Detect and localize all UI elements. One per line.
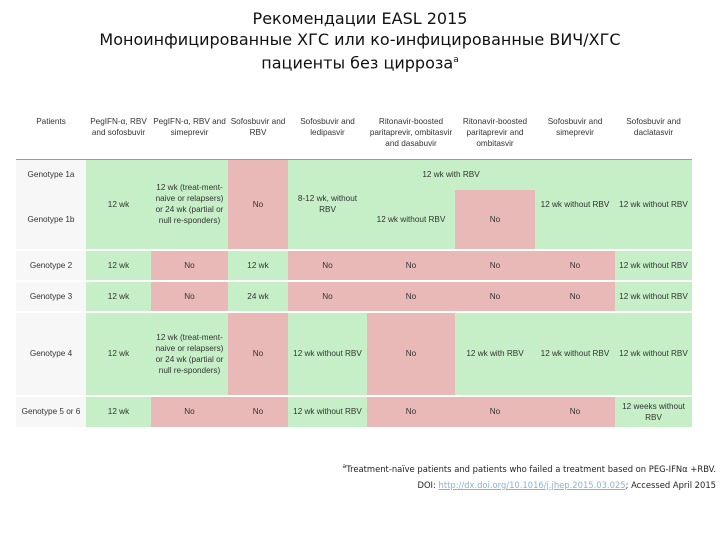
cell-g3-pegifn-simeprevir: No <box>151 281 228 312</box>
cell-g1b-ritonavir-3d: 12 wk without RBV <box>367 190 455 250</box>
cell-g2-sofosbuvir-ledipasvir: No <box>288 250 367 281</box>
cell-g1-sofosbuvir-daclatasvir: 12 wk without RBV <box>615 160 692 250</box>
row-label-genotype-5-6: Genotype 5 or 6 <box>16 396 86 427</box>
cell-g56-pegifn-simeprevir: No <box>151 396 228 427</box>
cell-g3-sofosbuvir-daclatasvir: 12 wk without RBV <box>615 281 692 312</box>
header-sofosbuvir-rbv: Sofosbuvir and RBV <box>228 115 288 160</box>
cell-g2-sofosbuvir-rbv: 12 wk <box>228 250 288 281</box>
cell-g4-ritonavir-2d: 12 wk with RBV <box>455 312 535 396</box>
cell-g3-sofosbuvir-rbv: 24 wk <box>228 281 288 312</box>
cell-g4-ritonavir-3d: No <box>367 312 455 396</box>
header-sofosbuvir-simeprevir: Sofosbuvir and simeprevir <box>535 115 615 160</box>
cell-g3-sofosbuvir-simeprevir: No <box>535 281 615 312</box>
cell-g1-sofosbuvir-rbv: No <box>228 160 288 250</box>
cell-g56-ritonavir-2d: No <box>455 396 535 427</box>
row-label-genotype-2: Genotype 2 <box>16 250 86 281</box>
cell-g2-ritonavir-3d: No <box>367 250 455 281</box>
header-pegifn-sofosbuvir: PegIFN-α, RBV and sofosbuvir <box>86 115 151 160</box>
cell-g56-ritonavir-3d: No <box>367 396 455 427</box>
cell-g56-pegifn-sofosbuvir: 12 wk <box>86 396 151 427</box>
cell-g2-ritonavir-2d: No <box>455 250 535 281</box>
title-line-3-text: пациенты без цирроза <box>261 53 454 73</box>
doi-link[interactable]: http://dx.doi.org/10.1016/j.jhep.2015.03.025 <box>438 479 626 490</box>
cell-g4-sofosbuvir-simeprevir: 12 wk without RBV <box>535 312 615 396</box>
cell-g3-ritonavir-2d: No <box>455 281 535 312</box>
header-ritonavir-2d: Ritonavir-boosted paritaprevir and ombitasvir <box>455 115 535 160</box>
cell-g1-pegifn-sofosbuvir: 12 wk <box>86 160 151 250</box>
accessed-text: ; Accessed April 2015 <box>625 479 716 490</box>
footnote-marker: a <box>342 463 347 470</box>
table-row-genotype-1a <box>16 160 692 190</box>
cell-g4-sofosbuvir-rbv: No <box>228 312 288 396</box>
treatment-table <box>16 115 692 427</box>
cell-g4-sofosbuvir-daclatasvir: 12 wk without RBV <box>615 312 692 396</box>
cell-g56-sofosbuvir-simeprevir: No <box>535 396 615 427</box>
cell-g1-sofosbuvir-simeprevir: 12 wk without RBV <box>535 160 615 250</box>
row-label-genotype-3: Genotype 3 <box>16 281 86 312</box>
cell-g4-pegifn-simeprevir: 12 wk (treat-ment-naive or relapsers) or 24 wk (partial or null re-sponders) <box>151 312 228 396</box>
slide-title <box>0 8 720 73</box>
cell-g56-sofosbuvir-daclatasvir: 12 weeks without RBV <box>615 396 692 427</box>
table-row-genotype-4 <box>16 312 692 396</box>
header-ritonavir-3d: Ritonavir-boosted paritaprevir, ombitasvir and dasabuvir <box>367 115 455 160</box>
cell-g1a-ritonavir-3d: 12 wk with RBV <box>367 160 535 190</box>
row-label-genotype-1b: Genotype 1b <box>16 190 86 250</box>
footnote-line-2 <box>343 477 716 493</box>
title-line-3 <box>0 50 720 73</box>
footnote-line-1 <box>343 459 716 477</box>
footnote-text: Treatment-naïve patients and patients who failed a treatment based on PEG-IFNα +RBV. <box>346 463 716 474</box>
row-label-genotype-1a: Genotype 1a <box>16 160 86 190</box>
cell-g1-sofosbuvir-ledipasvir: 8-12 wk, without RBV <box>288 160 367 250</box>
header-row <box>16 115 692 160</box>
cell-g4-sofosbuvir-ledipasvir: 12 wk without RBV <box>288 312 367 396</box>
cell-g3-pegifn-sofosbuvir: 12 wk <box>86 281 151 312</box>
doi-label: DOI: <box>417 479 436 490</box>
table-row-genotype-2 <box>16 250 692 281</box>
footnote <box>343 459 716 493</box>
cell-g2-pegifn-simeprevir: No <box>151 250 228 281</box>
cell-g3-sofosbuvir-ledipasvir: No <box>288 281 367 312</box>
header-sofosbuvir-daclatasvir: Sofosbuvir and daclatasvir <box>615 115 692 160</box>
title-line-2: Моноинфицированные ХГС или ко-инфицированные ВИЧ/ХГС <box>99 30 621 49</box>
header-pegifn-simeprevir: PegIFN-α, RBV and simeprevir <box>151 115 228 160</box>
cell-g4-pegifn-sofosbuvir: 12 wk <box>86 312 151 396</box>
cell-g2-pegifn-sofosbuvir: 12 wk <box>86 250 151 281</box>
cell-g2-sofosbuvir-simeprevir: No <box>535 250 615 281</box>
cell-g1-pegifn-simeprevir: 12 wk (treat-ment-naive or relapsers) or 24 wk (partial or null re-sponders) <box>151 160 228 250</box>
table-row-genotype-5-6 <box>16 396 692 427</box>
cell-g2-sofosbuvir-daclatasvir: 12 wk without RBV <box>615 250 692 281</box>
cell-g1b-ritonavir-2d: No <box>455 190 535 250</box>
title-footnote-marker: a <box>453 55 459 65</box>
cell-g56-sofosbuvir-rbv: No <box>228 396 288 427</box>
title-line-1: Рекомендации EASL 2015 <box>252 9 468 28</box>
row-label-genotype-4: Genotype 4 <box>16 312 86 396</box>
table-row-genotype-3 <box>16 281 692 312</box>
header-patients: Patients <box>16 115 86 160</box>
cell-g3-ritonavir-3d: No <box>367 281 455 312</box>
cell-g56-sofosbuvir-ledipasvir: 12 wk without RBV <box>288 396 367 427</box>
header-sofosbuvir-ledipasvir: Sofosbuvir and ledipasvir <box>288 115 367 160</box>
